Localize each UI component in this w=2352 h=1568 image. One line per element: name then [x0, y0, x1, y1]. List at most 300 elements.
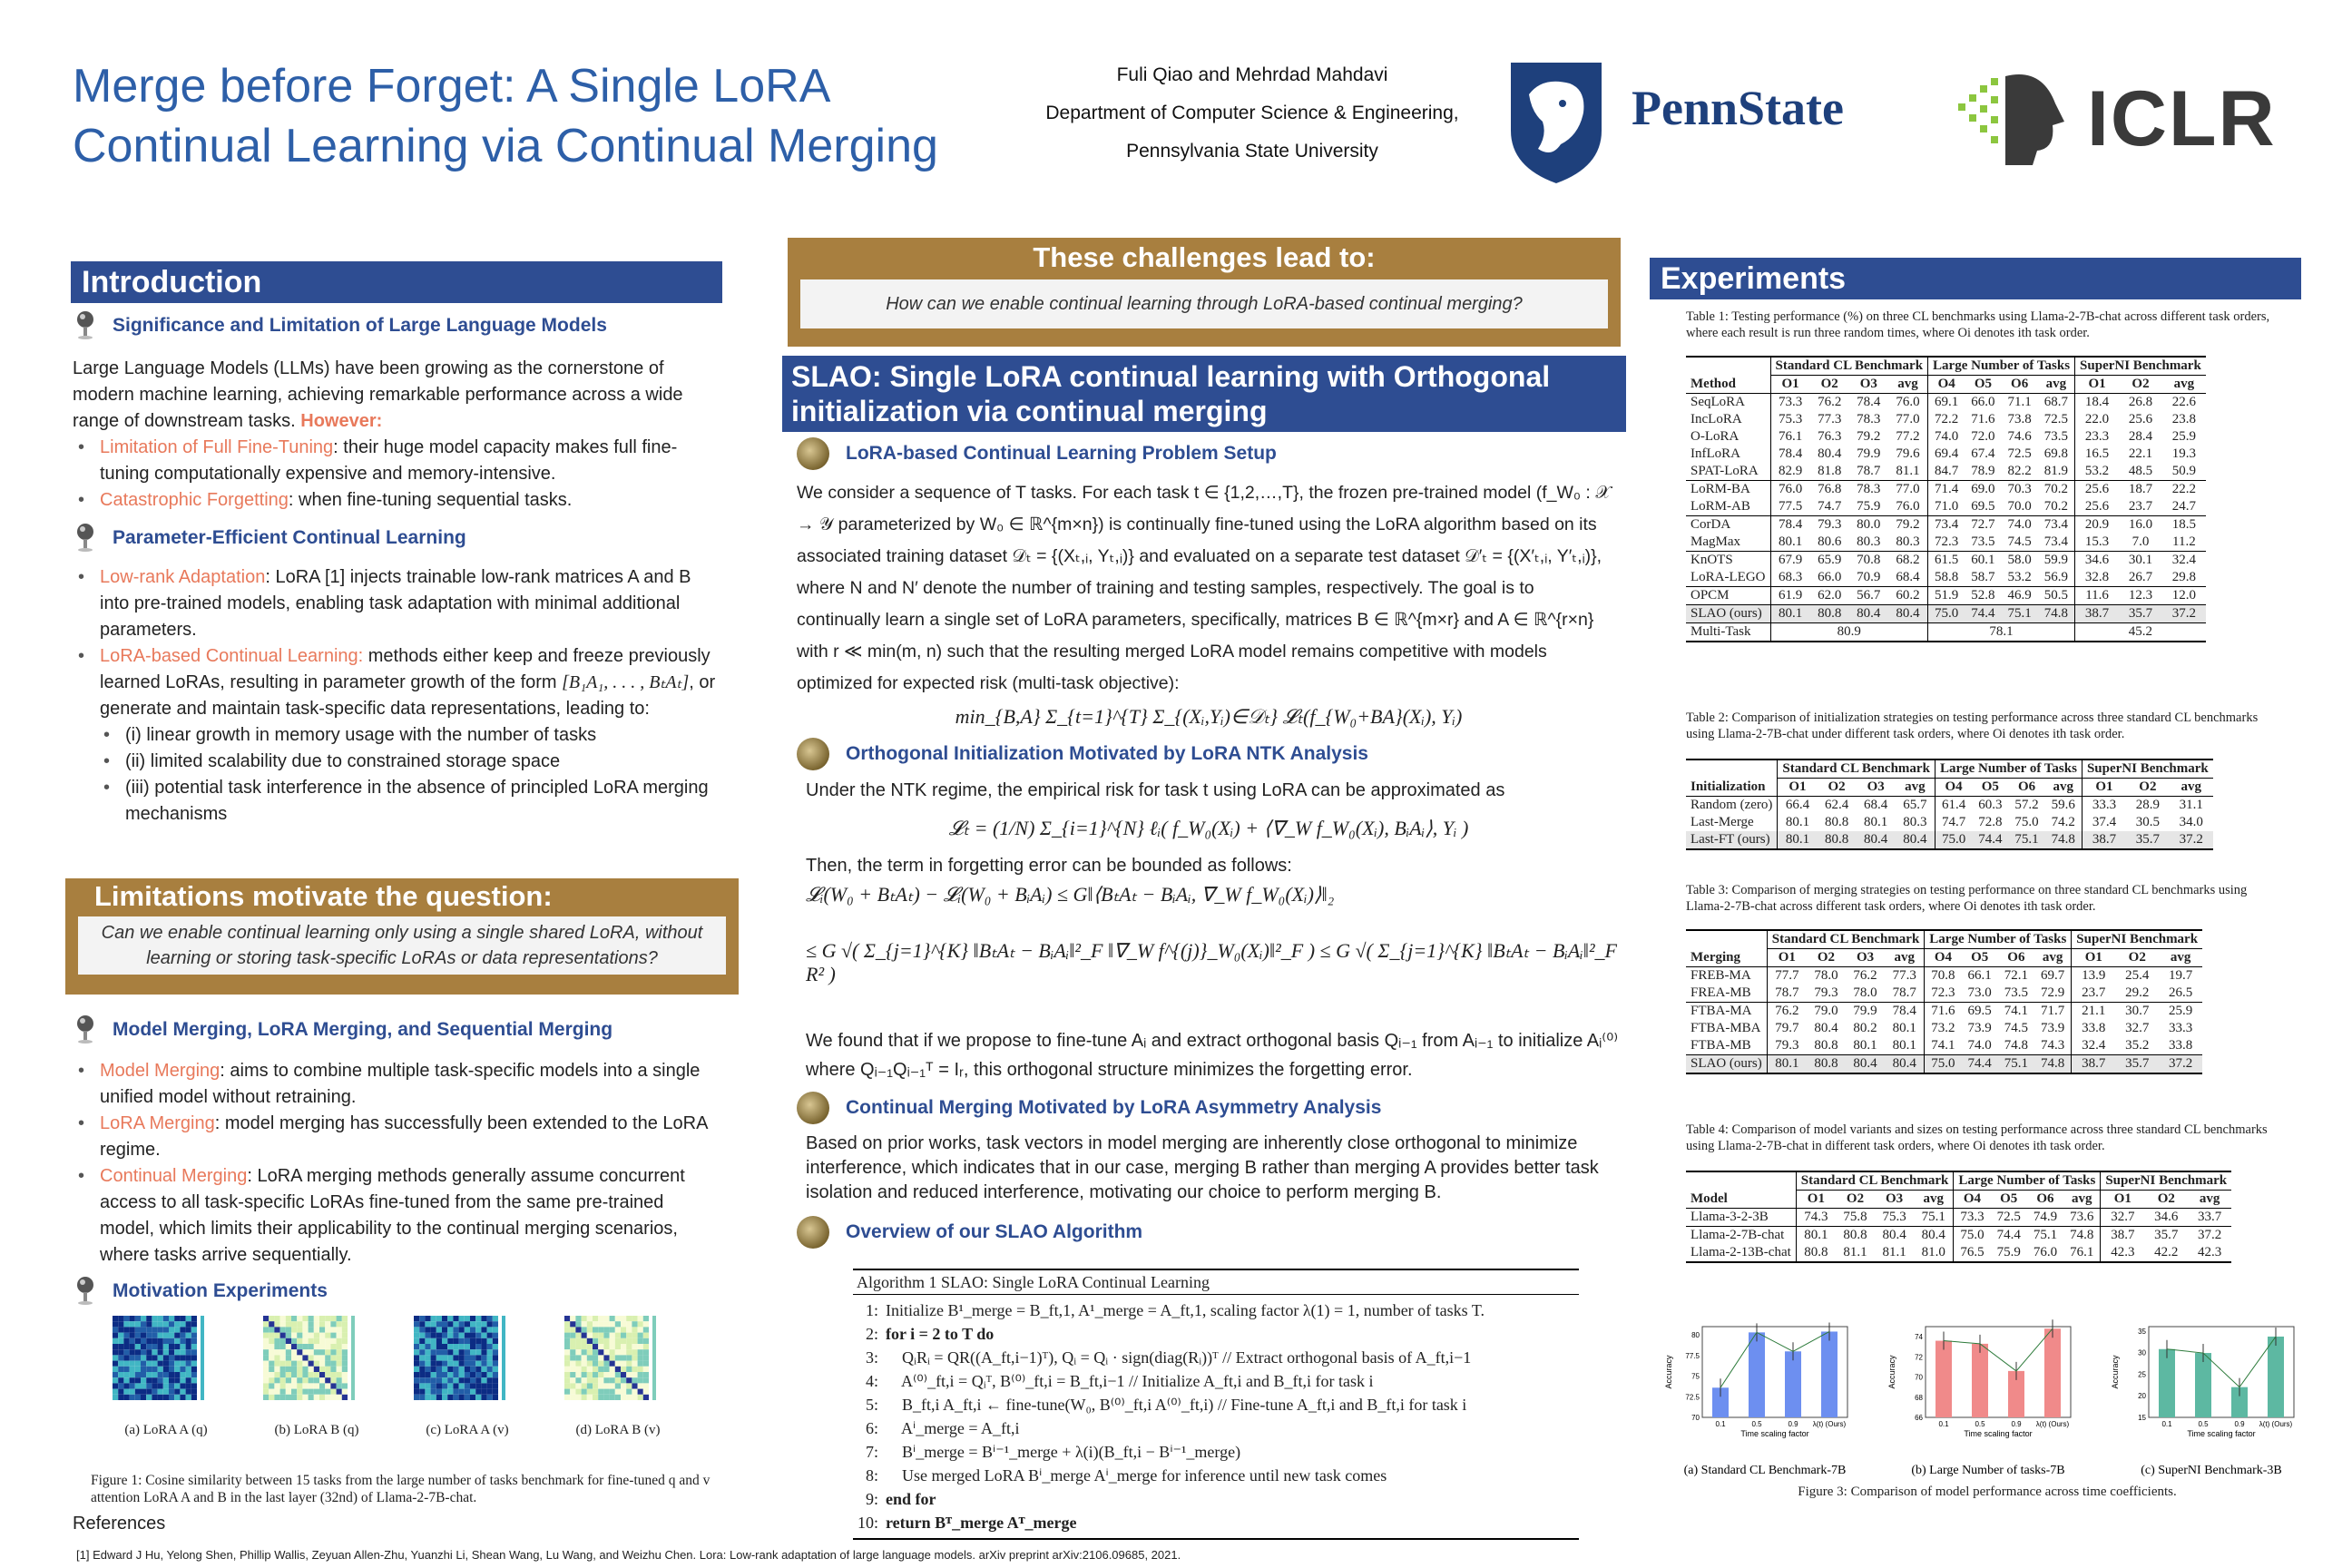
- heatmap-cell: [425, 1344, 430, 1349]
- heatmap-cell: [186, 1338, 191, 1344]
- heatmap-cell: [575, 1327, 581, 1332]
- heatmap-cell: [593, 1333, 598, 1338]
- heatmap-cell: [414, 1327, 419, 1332]
- bar-chart-1: [1661, 1318, 1869, 1481]
- heatmap-cell: [593, 1338, 598, 1344]
- table-cell: 70.2: [2038, 481, 2075, 499]
- table-cell: 77.2: [1888, 428, 1928, 446]
- heatmap-cell: [436, 1361, 442, 1367]
- heatmap-cell: [638, 1321, 643, 1327]
- table-row: [1686, 463, 2206, 481]
- heatmap-cell: [123, 1355, 129, 1360]
- heatmap-cell: [163, 1355, 169, 1360]
- heatmap-cell: [169, 1349, 174, 1355]
- heatmap-cell: [575, 1395, 581, 1400]
- heatmap-cell: [130, 1389, 135, 1395]
- heatmap-cell: [302, 1333, 308, 1338]
- heatmap-cell: [319, 1377, 325, 1383]
- heatmap-cell: [342, 1327, 348, 1332]
- limitations-question: Can we enable continual learning only using a single shared LoRA, without learning or storing task-specific LoRAs or data representations?: [78, 916, 726, 975]
- heatmap-cell: [309, 1361, 314, 1367]
- heatmap: [543, 1312, 693, 1419]
- heatmap-cell: [481, 1383, 486, 1388]
- table-header-cell: O2: [2128, 950, 2146, 965]
- algorithm-line: [853, 1487, 1579, 1511]
- table-cell: 12.3: [2128, 588, 2153, 603]
- heatmap-cell: [286, 1321, 291, 1327]
- heatmap-cell: [286, 1395, 291, 1400]
- heatmap-cell: [621, 1327, 626, 1332]
- heatmap-cell: [280, 1389, 286, 1395]
- heatmap-cell: [487, 1338, 493, 1344]
- heatmap-cell: [269, 1333, 274, 1338]
- heatmap-cell: [487, 1395, 493, 1400]
- heatmap-cell: [442, 1361, 447, 1367]
- heatmap-cell: [453, 1367, 458, 1372]
- authors: Fuli Qiao and Mehrdad Mahdavi: [1116, 64, 1388, 85]
- results-table: [1686, 929, 2202, 1074]
- heatmap-cell: [481, 1372, 486, 1377]
- table-group-header: SuperNI Benchmark: [2072, 930, 2202, 949]
- table-cell: 77.0: [1888, 411, 1928, 428]
- table-cell: 42.3: [2198, 1245, 2222, 1259]
- heatmap-cell: [632, 1377, 637, 1383]
- table-group-header: Large Number of Tasks: [1928, 357, 2075, 376]
- heatmap-cell: [274, 1338, 279, 1344]
- heatmap-cell: [493, 1355, 498, 1360]
- table-cell: 80.8: [1814, 1038, 1838, 1053]
- heatmap-cell: [269, 1327, 274, 1332]
- heatmap-cell: [419, 1383, 425, 1388]
- heatmap-caption: (b) LoRA B (q): [274, 1423, 359, 1437]
- table-cell: 77.3: [1885, 967, 1925, 985]
- table-cell: 76.1: [1778, 429, 1803, 444]
- heatmap-cell: [638, 1377, 643, 1383]
- heatmap-cell: [493, 1327, 498, 1332]
- heatmap-cell: [186, 1367, 191, 1372]
- table-cell: 72.9: [2034, 985, 2072, 1003]
- heatmap-cell: [337, 1367, 342, 1372]
- heatmap-cell: [570, 1372, 575, 1377]
- table-header-cell: O3: [1886, 1191, 1904, 1206]
- heatmap-cell: [459, 1333, 465, 1338]
- pecl-bullets: [73, 564, 722, 722]
- heatmap-cell: [603, 1316, 609, 1321]
- heatmap-cell: [330, 1367, 336, 1372]
- heatmap-cell: [123, 1338, 129, 1344]
- heatmap-cell: [191, 1361, 197, 1367]
- table-cell: 82.2: [2007, 464, 2032, 478]
- table-header-cell: O5: [1974, 377, 1992, 391]
- table-cell: 78.7: [1775, 985, 1799, 1000]
- heatmap-cell: [638, 1349, 643, 1355]
- heatmap-cell: [626, 1316, 632, 1321]
- table-cell: 68.7: [2038, 394, 2075, 412]
- heatmap-cell: [180, 1367, 185, 1372]
- heatmap-cell: [470, 1383, 475, 1388]
- heatmap-cell: [487, 1389, 493, 1395]
- heatmap-cell: [493, 1383, 498, 1388]
- table-cell: 22.2: [2171, 482, 2196, 496]
- table-cell: 72.1: [2004, 968, 2029, 983]
- heatmap-cell: [425, 1355, 430, 1360]
- heatmap-cell: [447, 1321, 453, 1327]
- algorithm-lines: [853, 1295, 1579, 1538]
- heatmap-cell: [146, 1355, 152, 1360]
- heatmap-cell: [598, 1344, 603, 1349]
- heatmap-cell: [118, 1395, 123, 1400]
- heatmap-cell: [470, 1377, 475, 1383]
- table-cell: 53.2: [2084, 464, 2110, 478]
- heatmap-cell: [319, 1355, 325, 1360]
- bullet-text: : aims to combine multiple task-specific models into a single unified model without retraining.: [100, 1061, 701, 1107]
- heatmap-cell: [113, 1372, 118, 1377]
- table-cell: 69.7: [2034, 967, 2072, 985]
- heatmap-cell: [319, 1367, 325, 1372]
- table-cell: 25.6: [2128, 412, 2153, 426]
- heatmap-cell: [286, 1377, 291, 1383]
- heatmap-cell: [598, 1395, 603, 1400]
- table-header-cell: O3: [1859, 377, 1877, 391]
- table-cell: 80.1: [1785, 815, 1810, 829]
- heatmap-cell: [447, 1333, 453, 1338]
- heatmap-cell: [297, 1321, 302, 1327]
- subheading-asymmetry: [797, 1092, 1621, 1124]
- table-cell: 73.6: [2063, 1209, 2101, 1227]
- heatmap-cell: [174, 1395, 180, 1400]
- heatmap-cell: [263, 1349, 269, 1355]
- heatmap-cell: [425, 1372, 430, 1377]
- x-tick-label: 0.1: [2161, 1420, 2172, 1428]
- table-row: [1686, 534, 2206, 552]
- heatmap-cell: [414, 1349, 419, 1355]
- heatmap-cell: [465, 1377, 470, 1383]
- heatmap-cell: [152, 1389, 157, 1395]
- list-item: • (ii) limited scalability due to constrained storage space: [73, 749, 722, 775]
- heatmap-cell: [621, 1383, 626, 1388]
- table-cell: Last-FT (ours): [1686, 831, 1778, 849]
- table-cell: 67.9: [1778, 553, 1803, 567]
- table-cell: 76.2: [1818, 395, 1842, 409]
- heatmap-cell: [319, 1389, 325, 1395]
- heatmap-cell: [593, 1395, 598, 1400]
- heatmap-cell: [603, 1377, 609, 1383]
- heatmap-cell: [632, 1383, 637, 1388]
- table-cell: 72.0: [1971, 429, 1995, 444]
- table-group-header: Standard CL Benchmark: [1778, 760, 1936, 779]
- heatmap-cell: [442, 1321, 447, 1327]
- heatmap-cell: [118, 1377, 123, 1383]
- results-table: [1686, 759, 2213, 850]
- heatmap-cell: [180, 1333, 185, 1338]
- heatmap-cell: [632, 1395, 637, 1400]
- heatmap-cell: [130, 1395, 135, 1400]
- table-cell: 74.5: [2004, 1021, 2029, 1035]
- heatmap-cell: [325, 1355, 330, 1360]
- heatmap-cell: [314, 1361, 319, 1367]
- table-cell: 73.0: [1967, 985, 1992, 1000]
- table-row: [1686, 481, 2206, 499]
- heatmap-cell: [447, 1383, 453, 1388]
- table-cell: 80.1: [1864, 815, 1888, 829]
- heatmap-cell: [297, 1389, 302, 1395]
- table-cell: 33.8: [2082, 1021, 2106, 1035]
- pushpin-icon: [73, 523, 98, 554]
- table-cell: 81.1: [1888, 463, 1928, 481]
- heatmap-cell: [425, 1333, 430, 1338]
- algorithm-line: [853, 1369, 1579, 1393]
- heatmap-cell: [152, 1372, 157, 1377]
- heatmap-cell: [118, 1316, 123, 1321]
- table-cell: 76.8: [1818, 482, 1842, 496]
- heatmap-cell: [465, 1395, 470, 1400]
- heatmap-cell: [570, 1321, 575, 1327]
- table-row: [1686, 446, 2206, 463]
- table-cell: 80.8: [1843, 1228, 1867, 1242]
- table-cell: 51.9: [1935, 588, 1959, 603]
- bar: [1749, 1332, 1765, 1417]
- heatmap-cell: [436, 1333, 442, 1338]
- table-cell: 73.4: [1935, 517, 1959, 532]
- heatmap-cell: [286, 1349, 291, 1355]
- heatmap-cell: [575, 1344, 581, 1349]
- heatmap-cell: [582, 1372, 587, 1377]
- heatmap-cell: [431, 1321, 436, 1327]
- heatmap-cell: [135, 1395, 141, 1400]
- heatmap-cell: [180, 1383, 185, 1388]
- table-cell: 73.4: [2038, 534, 2075, 552]
- table-cell: 76.5: [1960, 1245, 1984, 1259]
- table-cell: 78.4: [1778, 517, 1803, 532]
- bullet-highlight: LoRA-based Continual Learning:: [100, 646, 364, 666]
- subheading-ntk-text: Orthogonal Initialization Motivated by LoRA NTK Analysis: [846, 743, 1368, 764]
- heatmap-captions: [91, 1423, 726, 1438]
- heatmap-cell: [152, 1321, 157, 1327]
- table-cell: 15.3: [2084, 534, 2110, 549]
- table-cell: FTBA-MBA: [1686, 1020, 1767, 1037]
- heatmap-cell: [593, 1344, 598, 1349]
- heatmap-cell: [342, 1355, 348, 1360]
- heatmap-cell: [459, 1367, 465, 1372]
- heatmap-cell: [163, 1372, 169, 1377]
- heatmap-cell: [113, 1338, 118, 1344]
- table-cell: MagMax: [1686, 534, 1770, 552]
- heatmap-cell: [123, 1344, 129, 1349]
- y-tick-label: 75: [1691, 1372, 1700, 1381]
- heatmap-cell: [319, 1316, 325, 1321]
- line-text: end for: [886, 1490, 936, 1508]
- heatmap-cell: [297, 1316, 302, 1321]
- heatmap-cell: [459, 1344, 465, 1349]
- table-cell: IncLoRA: [1686, 411, 1770, 428]
- subheading-llm: [73, 310, 722, 341]
- bar: [2268, 1337, 2284, 1417]
- table-cell: 74.3: [2034, 1037, 2072, 1055]
- heatmap-colorbar: [351, 1316, 355, 1400]
- heatmap-cell: [436, 1367, 442, 1372]
- heatmap-cell: [174, 1333, 180, 1338]
- heatmap-cell: [135, 1377, 141, 1383]
- heatmap-cell: [169, 1338, 174, 1344]
- heatmap-cell: [314, 1367, 319, 1372]
- heatmap-cell: [291, 1355, 297, 1360]
- heatmap-cell: [280, 1355, 286, 1360]
- heatmap-cell: [146, 1361, 152, 1367]
- line-number: 6:: [865, 1419, 878, 1437]
- list-item: [73, 1111, 722, 1163]
- heatmap-cell: [135, 1355, 141, 1360]
- algorithm-title: [853, 1270, 1579, 1295]
- heatmap-cell: [603, 1333, 609, 1338]
- y-tick-label: 15: [2138, 1414, 2146, 1422]
- heatmap-cell: [330, 1321, 336, 1327]
- table-cell: 26.8: [2128, 395, 2153, 409]
- heatmap-cell: [643, 1327, 649, 1332]
- figure-3-caption: Figure 3: Comparison of model performance across time coefficients.: [1798, 1485, 2177, 1499]
- heatmap-cell: [302, 1355, 308, 1360]
- heatmap-cell: [414, 1338, 419, 1344]
- heatmap-cell: [575, 1367, 581, 1372]
- table-cell: 28.9: [2135, 798, 2160, 812]
- heatmap-cell: [425, 1377, 430, 1383]
- heatmap-cell: [118, 1321, 123, 1327]
- table-cell: 12.0: [2171, 588, 2196, 603]
- heatmap-cell: [158, 1395, 163, 1400]
- heatmap-cell: [342, 1333, 348, 1338]
- heatmap-cell: [442, 1389, 447, 1395]
- heatmap-cell: [337, 1377, 342, 1383]
- table-cell: 68.3: [1778, 570, 1803, 584]
- heatmap-cell: [598, 1372, 603, 1377]
- table-cell: 25.6: [2084, 482, 2110, 496]
- heatmap-cell: [342, 1361, 348, 1367]
- list-item: [73, 1163, 722, 1269]
- heatmap-cell: [280, 1361, 286, 1367]
- heatmap-cell: [141, 1395, 146, 1400]
- list-item: [73, 487, 722, 514]
- heatmap-cell: [169, 1316, 174, 1321]
- heatmap-cell: [274, 1361, 279, 1367]
- heatmap-cell: [135, 1344, 141, 1349]
- heatmap-cell: [643, 1321, 649, 1327]
- pushpin-icon: [73, 310, 98, 341]
- affiliation-line-1: Department of Computer Science & Engineering,: [1045, 103, 1459, 123]
- heatmap-row: [91, 1312, 726, 1419]
- heatmap-cell: [330, 1327, 336, 1332]
- heatmap-cell: [280, 1377, 286, 1383]
- heatmap-cell: [632, 1367, 637, 1372]
- heatmap-cell: [453, 1333, 458, 1338]
- heatmap-cell: [459, 1321, 465, 1327]
- x-tick-label: 0.9: [1788, 1420, 1798, 1428]
- table-cell: 76.2: [1775, 1004, 1799, 1018]
- heatmap-cell: [621, 1344, 626, 1349]
- heatmap-cell: [481, 1389, 486, 1395]
- table-header-cell: Method: [1686, 376, 1770, 394]
- x-tick-label: 0.1: [1715, 1420, 1726, 1428]
- subheading-asymmetry-text: Continual Merging Motivated by LoRA Asymmetry Analysis: [846, 1097, 1382, 1118]
- title-line-1: Merge before Forget: A Single LoRA: [73, 60, 831, 113]
- heatmap-cell: [643, 1372, 649, 1377]
- heatmap-cell: [263, 1383, 269, 1388]
- heatmap-cell: [297, 1344, 302, 1349]
- line-number: 7:: [865, 1443, 878, 1461]
- heatmap-cell: [158, 1355, 163, 1360]
- heatmap-cell: [330, 1395, 336, 1400]
- heatmap-cell: [487, 1333, 493, 1338]
- table-cell: 80.1: [1778, 534, 1803, 549]
- table-group-header: SuperNI Benchmark: [2075, 357, 2206, 376]
- heatmap-cell: [587, 1355, 593, 1360]
- table-group-header: Large Number of Tasks: [1954, 1171, 2101, 1191]
- table-header-cell: O4: [1963, 1191, 1982, 1206]
- heatmap-cell: [186, 1333, 191, 1338]
- heatmap-cell: [269, 1316, 274, 1321]
- heatmap-cell: [180, 1389, 185, 1395]
- table-header-cell: avg: [1885, 949, 1925, 967]
- heatmap-cell: [130, 1321, 135, 1327]
- heatmap-cell: [598, 1355, 603, 1360]
- table-cell: 28.4: [2128, 429, 2153, 444]
- table-header-cell: Model: [1686, 1191, 1796, 1209]
- heatmap-cell: [475, 1316, 481, 1321]
- heatmap-cell: [186, 1327, 191, 1332]
- table-row: [1686, 967, 2202, 985]
- heatmap-cell: [118, 1338, 123, 1344]
- heatmap-cell: [325, 1338, 330, 1344]
- trend-line: [1720, 1331, 1829, 1387]
- table-header-cell: O1: [2088, 377, 2106, 391]
- heatmap-cell: [459, 1327, 465, 1332]
- heatmap-cell: [442, 1383, 447, 1388]
- heatmap-cell: [158, 1333, 163, 1338]
- algorithm-line: [853, 1416, 1579, 1440]
- table-cell: 60.3: [1978, 798, 2003, 812]
- heatmap-cell: [286, 1333, 291, 1338]
- heatmap-cell: [169, 1321, 174, 1327]
- heatmap-cell: [274, 1383, 279, 1388]
- heatmap-cell: [598, 1316, 603, 1321]
- list-item: • (i) linear growth in memory usage with the number of tasks: [73, 722, 722, 749]
- table-header-cell: O2: [2139, 779, 2157, 794]
- heatmap-cell: [280, 1383, 286, 1388]
- heatmap-cell: [325, 1344, 330, 1349]
- heatmap-cell: [123, 1349, 129, 1355]
- table-cell: 58.7: [1971, 570, 1995, 584]
- heatmap-cell: [621, 1395, 626, 1400]
- heatmap-cell: [291, 1372, 297, 1377]
- table-cell: 26.7: [2128, 570, 2153, 584]
- table-group-row: [1686, 930, 2202, 949]
- heatmap-cell: [414, 1395, 419, 1400]
- y-tick-label: 66: [1915, 1414, 1923, 1422]
- heatmap-cell: [481, 1321, 486, 1327]
- heatmap-cell: [325, 1316, 330, 1321]
- heatmap-cell: [564, 1327, 570, 1332]
- heatmap-cell: [330, 1333, 336, 1338]
- x-tick-label: 0.9: [2234, 1420, 2245, 1428]
- heatmap-cell: [158, 1349, 163, 1355]
- challenges-heading: These challenges lead to:: [1033, 241, 1376, 273]
- heatmap-cell: [610, 1395, 615, 1400]
- heatmap-cell: [431, 1383, 436, 1388]
- heatmap-cell: [575, 1361, 581, 1367]
- y-tick-label: 68: [1915, 1393, 1923, 1402]
- table-cell: 70.8: [1857, 553, 1881, 567]
- table-cell: 35.7: [2154, 1228, 2179, 1242]
- heatmap-cell: [113, 1327, 118, 1332]
- introduction-section: [73, 310, 722, 828]
